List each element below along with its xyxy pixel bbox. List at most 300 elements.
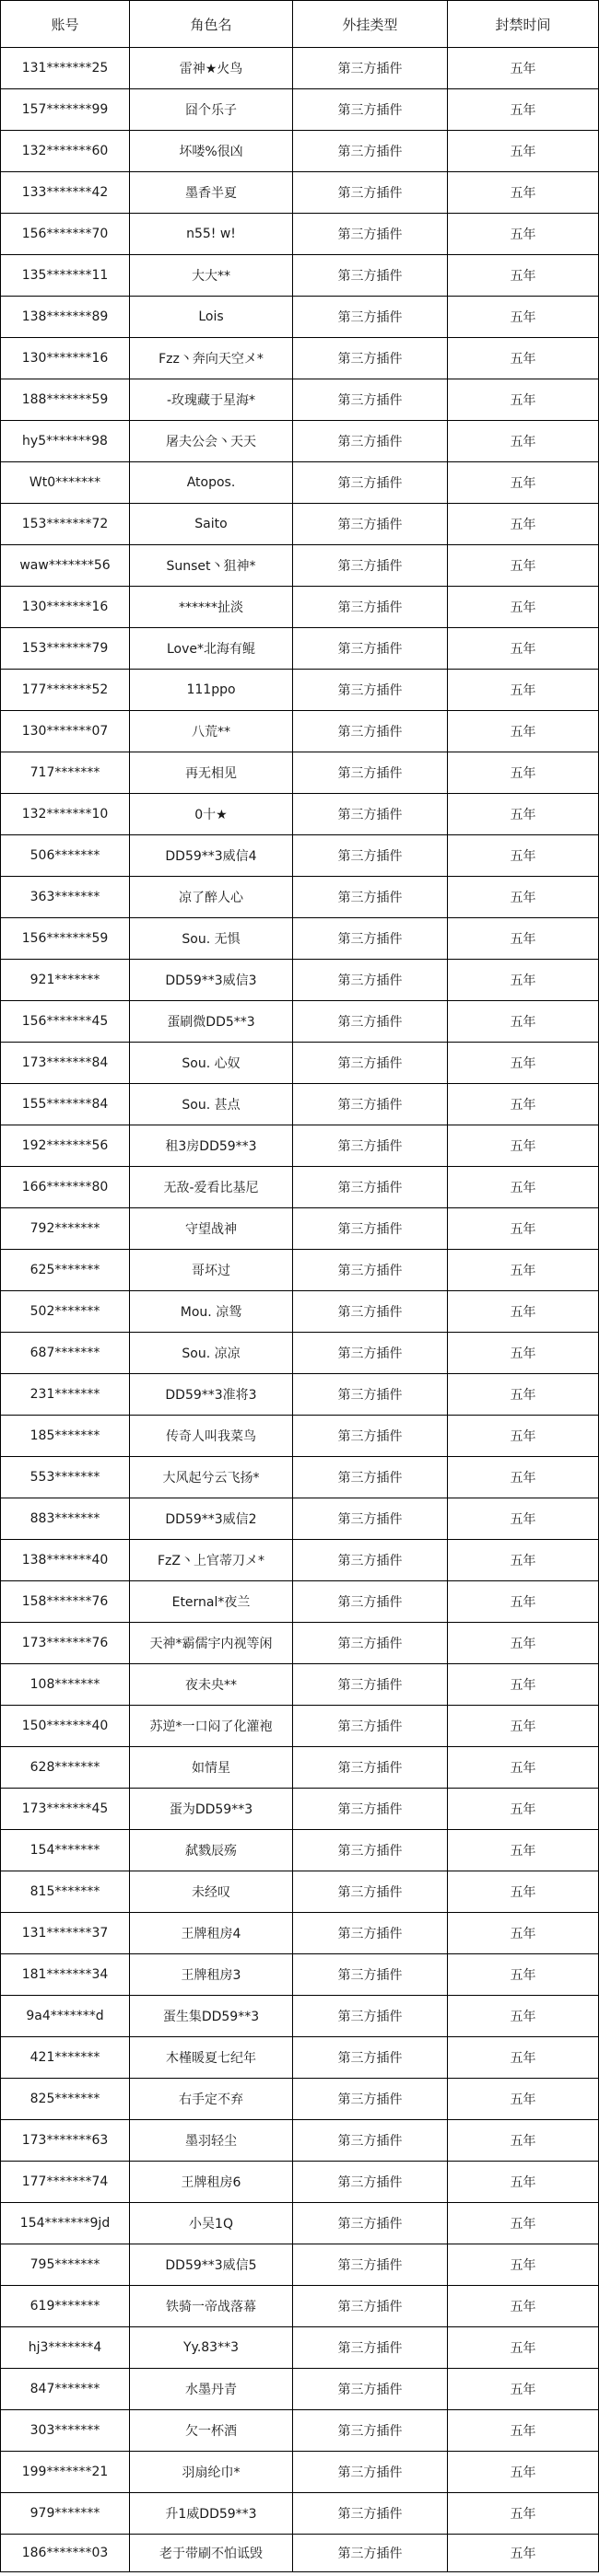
table-row [1, 711, 599, 752]
table-row [1, 48, 599, 89]
table-row [1, 918, 599, 960]
table-row [1, 1871, 599, 1913]
cell-character-name: 苏逆*一口闷了化灌袍 [130, 1706, 293, 1747]
cell-character-name: Yy.83**3 [130, 2327, 293, 2369]
cell-character-name: 凉了醉人心 [130, 877, 293, 918]
table-row [1, 2079, 599, 2120]
cell-cheat-type: 第三方插件 [293, 379, 448, 421]
cell-ban-duration: 五年 [448, 1664, 599, 1706]
cell-character-name: DD59**3威信2 [130, 1498, 293, 1540]
cell-ban-duration: 五年 [448, 379, 599, 421]
cell-ban-duration: 五年 [448, 628, 599, 670]
cell-ban-duration: 五年 [448, 1706, 599, 1747]
cell-character-name: 再无相见 [130, 752, 293, 794]
table-row [1, 545, 599, 587]
cell-account: 130*******16 [1, 338, 130, 379]
cell-character-name: 右手定不弃 [130, 2079, 293, 2120]
cell-account: 177*******74 [1, 2162, 130, 2203]
table-row [1, 1043, 599, 1084]
cell-account: 154*******9jd [1, 2203, 130, 2244]
cell-account: 166*******80 [1, 1167, 130, 1208]
table-row [1, 1830, 599, 1871]
cell-account: 192*******56 [1, 1125, 130, 1167]
cell-character-name: 大大** [130, 255, 293, 297]
table-row [1, 2452, 599, 2493]
cell-cheat-type: 第三方插件 [293, 1498, 448, 1540]
cell-ban-duration: 五年 [448, 1001, 599, 1043]
cell-account: 138*******40 [1, 1540, 130, 1581]
cell-ban-duration: 五年 [448, 752, 599, 794]
cell-account: 185******* [1, 1416, 130, 1457]
cell-account: 303******* [1, 2410, 130, 2452]
column-header-cheat-type: 外挂类型 [293, 1, 448, 48]
table-row [1, 1291, 599, 1333]
cell-account: 158*******76 [1, 1581, 130, 1623]
cell-account: 795******* [1, 2244, 130, 2286]
cell-ban-duration: 五年 [448, 1789, 599, 1830]
cell-character-name: 老于带刷不怕诋毁 [130, 2535, 293, 2572]
table-row [1, 1208, 599, 1250]
table-row [1, 1167, 599, 1208]
table-row [1, 1333, 599, 1374]
cell-cheat-type: 第三方插件 [293, 1954, 448, 1996]
cell-ban-duration: 五年 [448, 1416, 599, 1457]
cell-character-name: Love*北海有鲲 [130, 628, 293, 670]
cell-cheat-type: 第三方插件 [293, 172, 448, 214]
cell-character-name: 王牌租房6 [130, 2162, 293, 2203]
cell-character-name: ******扯淡 [130, 587, 293, 628]
cell-ban-duration: 五年 [448, 2286, 599, 2327]
cell-account: 173*******84 [1, 1043, 130, 1084]
cell-cheat-type: 第三方插件 [293, 214, 448, 255]
cell-cheat-type: 第三方插件 [293, 1250, 448, 1291]
table-row [1, 1457, 599, 1498]
cell-account: 717******* [1, 752, 130, 794]
cell-ban-duration: 五年 [448, 1623, 599, 1664]
cell-account: 130*******16 [1, 587, 130, 628]
cell-ban-duration: 五年 [448, 1084, 599, 1125]
cell-ban-duration: 五年 [448, 1498, 599, 1540]
column-header-character-name: 角色名 [130, 1, 293, 48]
table-row [1, 877, 599, 918]
cell-ban-duration: 五年 [448, 421, 599, 462]
cell-character-name: 囧个乐子 [130, 89, 293, 131]
cell-character-name: 蛋刷微DD5**3 [130, 1001, 293, 1043]
cell-character-name: Eternal*夜兰 [130, 1581, 293, 1623]
cell-account: 135*******11 [1, 255, 130, 297]
cell-ban-duration: 五年 [448, 1913, 599, 1954]
cell-account: hy5*******98 [1, 421, 130, 462]
table-row [1, 587, 599, 628]
table-row [1, 1664, 599, 1706]
cell-cheat-type: 第三方插件 [293, 2493, 448, 2535]
cell-ban-duration: 五年 [448, 545, 599, 587]
cell-ban-duration: 五年 [448, 1830, 599, 1871]
cell-cheat-type: 第三方插件 [293, 1871, 448, 1913]
cell-ban-duration: 五年 [448, 1043, 599, 1084]
cell-account: hj3*******4 [1, 2327, 130, 2369]
table-row [1, 2037, 599, 2079]
cell-account: 815******* [1, 1871, 130, 1913]
cell-ban-duration: 五年 [448, 48, 599, 89]
table-row [1, 670, 599, 711]
cell-character-name: 传奇人叫我菜鸟 [130, 1416, 293, 1457]
cell-character-name: 屠夫公会丶天天 [130, 421, 293, 462]
table-row [1, 2410, 599, 2452]
cell-character-name: 欠一杯酒 [130, 2410, 293, 2452]
cell-account: 199*******21 [1, 2452, 130, 2493]
cell-character-name: 如情星 [130, 1747, 293, 1789]
column-header-account: 账号 [1, 1, 130, 48]
cell-ban-duration: 五年 [448, 918, 599, 960]
table-row [1, 2369, 599, 2410]
cell-character-name: 羽扇纶巾* [130, 2452, 293, 2493]
cell-ban-duration: 五年 [448, 1333, 599, 1374]
cell-account: 150*******40 [1, 1706, 130, 1747]
cell-cheat-type: 第三方插件 [293, 1125, 448, 1167]
cell-account: 687******* [1, 1333, 130, 1374]
cell-cheat-type: 第三方插件 [293, 131, 448, 172]
cell-cheat-type: 第三方插件 [293, 918, 448, 960]
cell-character-name: 111ppo [130, 670, 293, 711]
cell-ban-duration: 五年 [448, 2452, 599, 2493]
cell-ban-duration: 五年 [448, 214, 599, 255]
cell-ban-duration: 五年 [448, 89, 599, 131]
cell-account: 156*******45 [1, 1001, 130, 1043]
cell-cheat-type: 第三方插件 [293, 1706, 448, 1747]
cell-cheat-type: 第三方插件 [293, 1416, 448, 1457]
cell-character-name: -玫瑰藏于星海* [130, 379, 293, 421]
table-row [1, 421, 599, 462]
table-row [1, 462, 599, 504]
table-row [1, 960, 599, 1001]
cell-cheat-type: 第三方插件 [293, 297, 448, 338]
cell-ban-duration: 五年 [448, 2037, 599, 2079]
cell-cheat-type: 第三方插件 [293, 1664, 448, 1706]
table-row [1, 504, 599, 545]
cell-account: 181*******34 [1, 1954, 130, 1996]
cell-cheat-type: 第三方插件 [293, 1789, 448, 1830]
cell-account: 153*******79 [1, 628, 130, 670]
cell-character-name: 守望战神 [130, 1208, 293, 1250]
cell-cheat-type: 第三方插件 [293, 1457, 448, 1498]
cell-account: Wt0******* [1, 462, 130, 504]
cell-account: waw*******56 [1, 545, 130, 587]
table-body [1, 48, 599, 2572]
cell-account: 363******* [1, 877, 130, 918]
cell-character-name: 蛋为DD59**3 [130, 1789, 293, 1830]
cell-cheat-type: 第三方插件 [293, 2203, 448, 2244]
cell-account: 154******* [1, 1830, 130, 1871]
cell-cheat-type: 第三方插件 [293, 670, 448, 711]
table-row [1, 1996, 599, 2037]
cell-cheat-type: 第三方插件 [293, 462, 448, 504]
cell-account: 619******* [1, 2286, 130, 2327]
cell-ban-duration: 五年 [448, 2244, 599, 2286]
cell-ban-duration: 五年 [448, 1540, 599, 1581]
cell-character-name: 王牌租房3 [130, 1954, 293, 1996]
cell-account: 792******* [1, 1208, 130, 1250]
cell-character-name: 王牌租房4 [130, 1913, 293, 1954]
cell-character-name: DD59**3威信5 [130, 2244, 293, 2286]
table-row [1, 2244, 599, 2286]
cell-account: 156*******70 [1, 214, 130, 255]
cell-account: 979******* [1, 2493, 130, 2535]
cell-character-name: 木槿暖夏七纪年 [130, 2037, 293, 2079]
cell-character-name: Sunset丶狙神* [130, 545, 293, 587]
table-row [1, 794, 599, 835]
cell-cheat-type: 第三方插件 [293, 2327, 448, 2369]
cell-character-name: Sou. 心奴 [130, 1043, 293, 1084]
cell-ban-duration: 五年 [448, 1250, 599, 1291]
cell-cheat-type: 第三方插件 [293, 1374, 448, 1416]
cell-account: 628******* [1, 1747, 130, 1789]
cell-cheat-type: 第三方插件 [293, 628, 448, 670]
cell-cheat-type: 第三方插件 [293, 2452, 448, 2493]
cell-account: 186*******03 [1, 2535, 130, 2572]
cell-character-name: Saito [130, 504, 293, 545]
cell-account: 173*******45 [1, 1789, 130, 1830]
cell-ban-duration: 五年 [448, 2410, 599, 2452]
cell-cheat-type: 第三方插件 [293, 877, 448, 918]
cell-character-name: 夜未央** [130, 1664, 293, 1706]
table-row [1, 1913, 599, 1954]
table-row [1, 2203, 599, 2244]
cell-cheat-type: 第三方插件 [293, 1540, 448, 1581]
cell-character-name: Lois [130, 297, 293, 338]
cell-character-name: 升1威DD59**3 [130, 2493, 293, 2535]
cell-cheat-type: 第三方插件 [293, 2369, 448, 2410]
table-row [1, 1084, 599, 1125]
cell-ban-duration: 五年 [448, 711, 599, 752]
table-row [1, 1581, 599, 1623]
cell-cheat-type: 第三方插件 [293, 835, 448, 877]
cell-account: 133*******42 [1, 172, 130, 214]
cell-cheat-type: 第三方插件 [293, 421, 448, 462]
table-row [1, 214, 599, 255]
cell-cheat-type: 第三方插件 [293, 1001, 448, 1043]
cell-ban-duration: 五年 [448, 877, 599, 918]
cell-account: 173*******63 [1, 2120, 130, 2162]
cell-ban-duration: 五年 [448, 1871, 599, 1913]
cell-account: 130*******07 [1, 711, 130, 752]
cell-ban-duration: 五年 [448, 670, 599, 711]
cell-account: 506******* [1, 835, 130, 877]
cell-account: 9a4*******d [1, 1996, 130, 2037]
table-header-row [1, 1, 599, 48]
cell-account: 553******* [1, 1457, 130, 1498]
cell-ban-duration: 五年 [448, 2162, 599, 2203]
cell-cheat-type: 第三方插件 [293, 2410, 448, 2452]
cell-account: 421******* [1, 2037, 130, 2079]
cell-account: 131*******37 [1, 1913, 130, 1954]
table-row [1, 1623, 599, 1664]
cell-character-name: DD59**3威信4 [130, 835, 293, 877]
cell-cheat-type: 第三方插件 [293, 48, 448, 89]
cell-character-name: 哥坏过 [130, 1250, 293, 1291]
cell-cheat-type: 第三方插件 [293, 1208, 448, 1250]
cell-character-name: 无敌-爱看比基尼 [130, 1167, 293, 1208]
cell-ban-duration: 五年 [448, 1457, 599, 1498]
cell-cheat-type: 第三方插件 [293, 545, 448, 587]
cell-character-name: Mou. 凉鸳 [130, 1291, 293, 1333]
cell-cheat-type: 第三方插件 [293, 2244, 448, 2286]
cell-character-name: Fzz丶奔向天空メ* [130, 338, 293, 379]
cell-ban-duration: 五年 [448, 2203, 599, 2244]
cell-cheat-type: 第三方插件 [293, 960, 448, 1001]
cell-character-name: 小吴1Q [130, 2203, 293, 2244]
cell-ban-duration: 五年 [448, 2327, 599, 2369]
cell-cheat-type: 第三方插件 [293, 2162, 448, 2203]
cell-ban-duration: 五年 [448, 338, 599, 379]
table-row [1, 379, 599, 421]
cell-ban-duration: 五年 [448, 2120, 599, 2162]
cell-ban-duration: 五年 [448, 172, 599, 214]
cell-character-name: 未经叹 [130, 1871, 293, 1913]
cell-account: 231******* [1, 1374, 130, 1416]
table-row [1, 2162, 599, 2203]
cell-ban-duration: 五年 [448, 2493, 599, 2535]
table-row [1, 1416, 599, 1457]
cell-character-name: 墨羽轻尘 [130, 2120, 293, 2162]
table-row [1, 628, 599, 670]
cell-ban-duration: 五年 [448, 504, 599, 545]
table-row [1, 89, 599, 131]
table-row [1, 1374, 599, 1416]
cell-character-name: 蛋生集DD59**3 [130, 1996, 293, 2037]
table-row [1, 2535, 599, 2572]
cell-character-name: Atopos. [130, 462, 293, 504]
cell-ban-duration: 五年 [448, 131, 599, 172]
table-row [1, 1540, 599, 1581]
cell-cheat-type: 第三方插件 [293, 2079, 448, 2120]
cell-cheat-type: 第三方插件 [293, 1747, 448, 1789]
table-row [1, 297, 599, 338]
table-row [1, 255, 599, 297]
cell-character-name: Sou. 凉凉 [130, 1333, 293, 1374]
cell-ban-duration: 五年 [448, 1374, 599, 1416]
cell-account: 825******* [1, 2079, 130, 2120]
table-row [1, 338, 599, 379]
cell-account: 132*******60 [1, 131, 130, 172]
cell-character-name: Sou. 甚点 [130, 1084, 293, 1125]
cell-character-name: 水墨丹青 [130, 2369, 293, 2410]
cell-cheat-type: 第三方插件 [293, 711, 448, 752]
cell-cheat-type: 第三方插件 [293, 2535, 448, 2572]
cell-cheat-type: 第三方插件 [293, 89, 448, 131]
cell-ban-duration: 五年 [448, 297, 599, 338]
cell-character-name: FzZ丶上官蒂刀メ* [130, 1540, 293, 1581]
table-row [1, 1747, 599, 1789]
cell-cheat-type: 第三方插件 [293, 2120, 448, 2162]
cell-cheat-type: 第三方插件 [293, 794, 448, 835]
cell-cheat-type: 第三方插件 [293, 587, 448, 628]
table-row [1, 131, 599, 172]
table-row [1, 1001, 599, 1043]
cell-account: 157*******99 [1, 89, 130, 131]
cell-character-name: 0十★ [130, 794, 293, 835]
table-row [1, 752, 599, 794]
cell-account: 132*******10 [1, 794, 130, 835]
cell-character-name: Sou. 无惧 [130, 918, 293, 960]
cell-character-name: 八荒** [130, 711, 293, 752]
cell-ban-duration: 五年 [448, 2535, 599, 2572]
cell-character-name: DD59**3威信3 [130, 960, 293, 1001]
cell-account: 155*******84 [1, 1084, 130, 1125]
cell-ban-duration: 五年 [448, 1208, 599, 1250]
cell-character-name: 雷神★火鸟 [130, 48, 293, 89]
cell-ban-duration: 五年 [448, 1291, 599, 1333]
cell-ban-duration: 五年 [448, 2079, 599, 2120]
table-row [1, 1954, 599, 1996]
cell-ban-duration: 五年 [448, 462, 599, 504]
cell-ban-duration: 五年 [448, 1747, 599, 1789]
cell-account: 625******* [1, 1250, 130, 1291]
cell-cheat-type: 第三方插件 [293, 752, 448, 794]
cell-cheat-type: 第三方插件 [293, 1913, 448, 1954]
cell-ban-duration: 五年 [448, 1954, 599, 1996]
cell-cheat-type: 第三方插件 [293, 1043, 448, 1084]
cell-account: 921******* [1, 960, 130, 1001]
cell-cheat-type: 第三方插件 [293, 1291, 448, 1333]
cell-ban-duration: 五年 [448, 1996, 599, 2037]
cell-cheat-type: 第三方插件 [293, 1333, 448, 1374]
cell-cheat-type: 第三方插件 [293, 255, 448, 297]
cell-account: 173*******76 [1, 1623, 130, 1664]
cell-account: 138*******89 [1, 297, 130, 338]
cell-account: 131*******25 [1, 48, 130, 89]
table-row [1, 835, 599, 877]
cell-cheat-type: 第三方插件 [293, 2286, 448, 2327]
cell-character-name: n55! w! [130, 214, 293, 255]
cell-cheat-type: 第三方插件 [293, 2037, 448, 2079]
cell-character-name: DD59**3准将3 [130, 1374, 293, 1416]
table-row [1, 2493, 599, 2535]
table-row [1, 1498, 599, 1540]
cell-ban-duration: 五年 [448, 255, 599, 297]
cell-cheat-type: 第三方插件 [293, 504, 448, 545]
cell-account: 883******* [1, 1498, 130, 1540]
cell-character-name: 弑戮辰殇 [130, 1830, 293, 1871]
cell-account: 177*******52 [1, 670, 130, 711]
cell-character-name: 坏喽%很凶 [130, 131, 293, 172]
cell-cheat-type: 第三方插件 [293, 1581, 448, 1623]
cell-ban-duration: 五年 [448, 1167, 599, 1208]
cell-character-name: 租3房DD59**3 [130, 1125, 293, 1167]
cell-ban-duration: 五年 [448, 587, 599, 628]
cell-account: 847******* [1, 2369, 130, 2410]
cell-account: 502******* [1, 1291, 130, 1333]
cell-cheat-type: 第三方插件 [293, 1996, 448, 2037]
table-row [1, 1789, 599, 1830]
cell-cheat-type: 第三方插件 [293, 1084, 448, 1125]
table-row [1, 1250, 599, 1291]
cell-ban-duration: 五年 [448, 794, 599, 835]
cell-character-name: 大风起兮云飞扬* [130, 1457, 293, 1498]
table-row [1, 2120, 599, 2162]
cell-ban-duration: 五年 [448, 960, 599, 1001]
cell-cheat-type: 第三方插件 [293, 1623, 448, 1664]
cell-account: 108******* [1, 1664, 130, 1706]
cell-character-name: 天神*霸儒宇内视等闲 [130, 1623, 293, 1664]
cell-ban-duration: 五年 [448, 1125, 599, 1167]
cell-cheat-type: 第三方插件 [293, 338, 448, 379]
table-row [1, 1125, 599, 1167]
column-header-ban-duration: 封禁时间 [448, 1, 599, 48]
table-row [1, 2327, 599, 2369]
cell-ban-duration: 五年 [448, 835, 599, 877]
table-row [1, 2286, 599, 2327]
